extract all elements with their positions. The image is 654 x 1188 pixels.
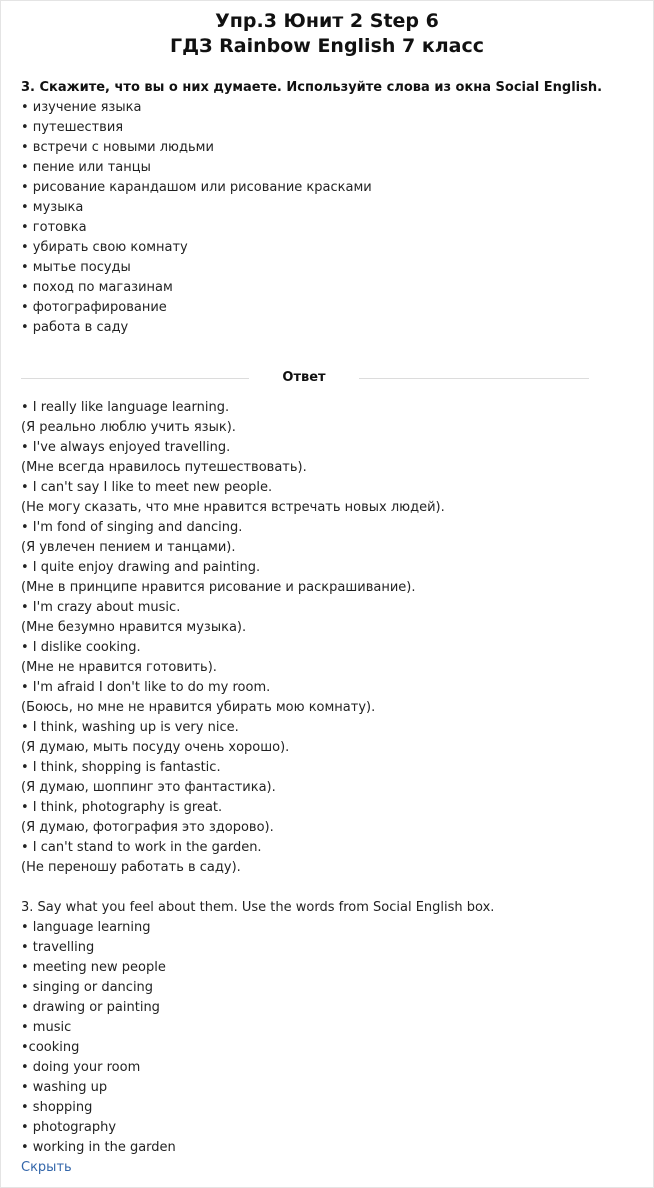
answer-line: • I think, washing up is very nice. <box>21 720 239 735</box>
list-item: • travelling <box>21 940 95 955</box>
list-item: • готовка <box>21 220 87 235</box>
list-item: • фотографирование <box>21 300 167 315</box>
answer-line: (Я думаю, мыть посуду очень хорошо). <box>21 740 290 755</box>
list-item: • meeting new people <box>21 960 166 975</box>
answer-line: • I'm fond of singing and dancing. <box>21 520 243 535</box>
list-item: • music <box>21 1020 72 1035</box>
list-item: • shopping <box>21 1100 93 1115</box>
hide-answer-link[interactable]: Скрыть <box>21 1160 72 1175</box>
list-item: • поход по магазинам <box>21 280 173 295</box>
list-item: • working in the garden <box>21 1140 176 1155</box>
answer-line: (Боюсь, но мне не нравится убирать мою комнату). <box>21 700 376 715</box>
answer-divider <box>21 368 631 388</box>
list-item: • drawing or painting <box>21 1000 160 1015</box>
list-item: • путешествия <box>21 120 124 135</box>
answer-line: • I'm crazy about music. <box>21 600 181 615</box>
task-question-en: 3. Say what you feel about them. Use the words from Social English box. <box>21 900 495 915</box>
list-item: •cooking <box>21 1040 80 1055</box>
answer-line: • I can't say I like to meet new people. <box>21 480 273 495</box>
list-item: • washing up <box>21 1080 108 1095</box>
task-list-en <box>21 918 631 1158</box>
answer-line: • I quite enjoy drawing and painting. <box>21 560 261 575</box>
list-item: • пение или танцы <box>21 160 151 175</box>
answer-line: • I think, photography is great. <box>21 800 223 815</box>
answer-line: • I've always enjoyed travelling. <box>21 440 231 455</box>
answer-line: (Не переношу работать в саду). <box>21 860 241 875</box>
spacer <box>21 338 631 368</box>
answer-line: • I'm afraid I don't like to do my room. <box>21 680 271 695</box>
list-item: • singing or dancing <box>21 980 154 995</box>
list-item: • рисование карандашом или рисование красками <box>21 180 372 195</box>
list-item: • музыка <box>21 200 84 215</box>
answer-line: (Не могу сказать, что мне нравится встречать новых людей). <box>21 500 445 515</box>
answer-line: (Я думаю, шоппинг это фантастика). <box>21 780 276 795</box>
list-item: • убирать свою комнату <box>21 240 188 255</box>
list-item: • мытье посуды <box>21 260 131 275</box>
divider-line-left <box>21 378 249 379</box>
list-item: • изучение языка <box>21 100 142 115</box>
task-list-ru <box>21 98 631 338</box>
exercise-content <box>21 78 631 1178</box>
answer-line: (Мне безумно нравится музыка). <box>21 620 247 635</box>
list-item: • встречи с новыми людьми <box>21 140 214 155</box>
page-title-line1: Упр.3 Юнит 2 Step 6 <box>215 10 439 32</box>
list-item: • doing your room <box>21 1060 141 1075</box>
list-item: • language learning <box>21 920 151 935</box>
answer-line: (Я реально люблю учить язык). <box>21 420 236 435</box>
answer-line: • I dislike cooking. <box>21 640 141 655</box>
answer-line: • I really like language learning. <box>21 400 230 415</box>
answer-line: (Мне не нравится готовить). <box>21 660 217 675</box>
answer-line: (Я думаю, фотография это здорово). <box>21 820 274 835</box>
answer-line: • I can't stand to work in the garden. <box>21 840 262 855</box>
answer-line: (Я увлечен пением и танцами). <box>21 540 236 555</box>
answer-line: (Мне всегда нравилось путешествовать). <box>21 460 307 475</box>
answer-heading: Ответ <box>282 370 326 385</box>
answer-line: (Мне в принципе нравится рисование и раскрашивание). <box>21 580 416 595</box>
answer-list <box>21 398 631 878</box>
task-question-ru: 3. Скажите, что вы о них думаете. Используйте слова из окна Social English. <box>21 80 603 95</box>
divider-line-right <box>359 378 589 379</box>
list-item: • работа в саду <box>21 320 129 335</box>
spacer <box>21 878 631 898</box>
page-title-line2: ГДЗ Rainbow English 7 класс <box>169 35 485 57</box>
list-item: • photography <box>21 1120 117 1135</box>
answer-line: • I think, shopping is fantastic. <box>21 760 221 775</box>
